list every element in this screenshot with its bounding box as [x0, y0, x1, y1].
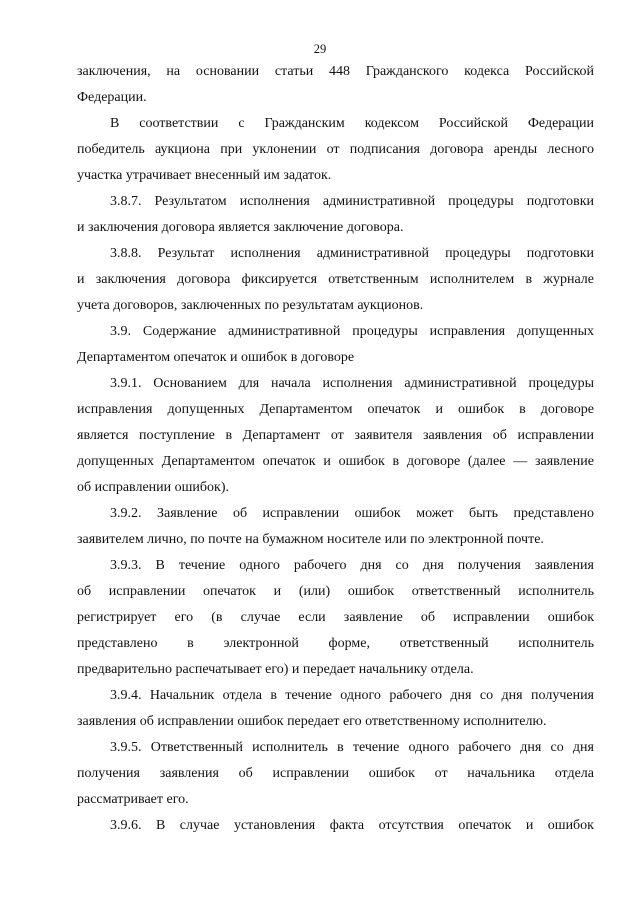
text-line: 3.9.3. В течение одного рабочего дня со дня получения заявления	[110, 558, 594, 573]
text-line: учета договоров, заключенных по результатам аукционов.	[77, 298, 424, 313]
text-line: В соответствии с Гражданским кодексом Российской Федерации	[110, 116, 594, 131]
text-line: предварительно распечатывает его) и передает начальнику отдела.	[77, 662, 474, 677]
text-line: и заключения договора фиксируется ответственным исполнителем в журнале	[77, 272, 594, 287]
text-line: заявления об исправлении ошибок передает его ответственному исполнителю.	[77, 714, 547, 729]
text-line: 3.9.5. Ответственный исполнитель в течение одного рабочего дня со дня	[110, 740, 594, 755]
text-line: получения заявления об исправлении ошибок от начальника отдела	[77, 766, 594, 781]
text-line: заявителем лично, по почте на бумажном носителе или по электронной почте.	[77, 532, 544, 547]
page-number: 29	[313, 42, 327, 56]
text-line: рассматривает его.	[77, 792, 189, 807]
text-line: 3.9.1. Основанием для начала исполнения административной процедуры	[110, 376, 594, 391]
text-line: регистрирует его (в случае если заявление об исправлении ошибок	[77, 610, 594, 625]
text-line: исправления допущенных Департаментом опечаток и ошибок в договоре	[77, 402, 594, 417]
text-line: Федерации.	[77, 90, 147, 105]
text-line: победитель аукциона при уклонении от подписания договора аренды лесного	[77, 142, 594, 157]
text-line: об исправлении ошибок).	[77, 480, 229, 495]
text-line: участка утрачивает внесенный им задаток.	[77, 168, 332, 183]
text-line: 3.8.8. Результат исполнения административной процедуры подготовки	[110, 246, 594, 261]
text-line: об исправлении опечаток и (или) ошибок ответственный исполнитель	[77, 584, 594, 599]
section-heading-line: 3.9. Содержание административной процедуры исправления допущенных	[110, 324, 594, 339]
section-heading-line: Департаментом опечаток и ошибок в договоре	[77, 350, 355, 365]
text-line: 3.9.4. Начальник отдела в течение одного рабочего дня со дня получения	[110, 688, 594, 703]
text-line: является поступление в Департамент от заявителя заявления об исправлении	[77, 428, 594, 443]
text-line: представлено в электронной форме, ответственный исполнитель	[77, 636, 594, 651]
text-line: 3.9.2. Заявление об исправлении ошибок может быть представлено	[110, 506, 594, 521]
text-line: 3.8.7. Результатом исполнения административной процедуры подготовки	[110, 194, 594, 209]
text-line: заключения, на основании статьи 448 Гражданского кодекса Российской	[77, 64, 594, 79]
text-line: и заключения договора является заключение договора.	[77, 220, 404, 235]
text-line: 3.9.6. В случае установления факта отсутствия опечаток и ошибок	[110, 818, 594, 833]
text-line: допущенных Департаментом опечаток и ошибок в договоре (далее — заявление	[77, 454, 594, 469]
